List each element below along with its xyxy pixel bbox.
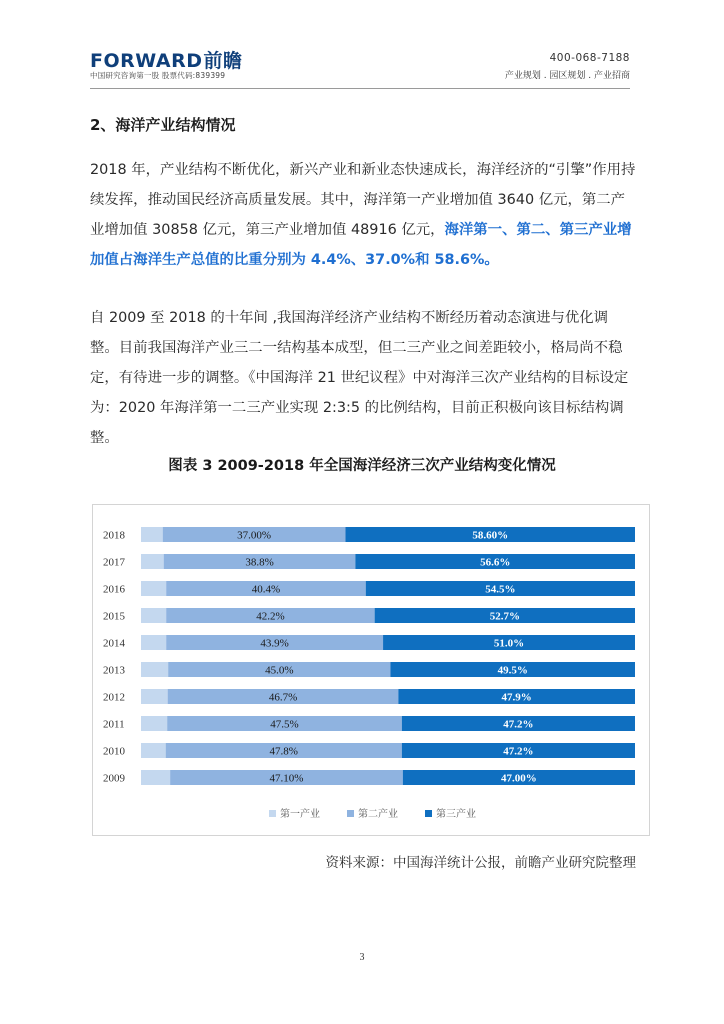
figure-title: 图表 3 2009-2018 年全国海洋经济三次产业结构变化情况 (168, 458, 556, 474)
y-tick-label: 2010 (103, 745, 125, 758)
y-tick-label: 2017 (103, 556, 125, 569)
y-tick-label: 2014 (103, 637, 125, 650)
services-text: 产业规划 . 园区规划 . 产业招商 (504, 71, 630, 81)
data-label: 46.7% (268, 691, 298, 704)
paragraph-1 (90, 155, 636, 275)
logo-cn: 前瞻 (203, 50, 243, 72)
data-label: 47.10% (269, 772, 304, 785)
bar-segment (141, 581, 166, 596)
data-label: 47.9% (501, 691, 532, 704)
y-tick-label: 2011 (103, 718, 125, 731)
bar-segment (141, 689, 168, 704)
section-title: 2、海洋产业结构情况 (90, 116, 236, 134)
data-label: 37.00% (237, 529, 272, 542)
legend-swatch (425, 810, 432, 817)
bar-segment (141, 770, 170, 785)
page-header (90, 46, 630, 86)
paragraph-1-highlight: 海洋第一、第二、第三产业增加值占海洋生产总值的比重分别为 4.4%、37.0%和 58.6%。 (90, 222, 632, 268)
bar-segment (141, 635, 166, 650)
data-label: 43.9% (260, 637, 289, 650)
legend-swatch (269, 810, 276, 817)
bar-segment (141, 554, 164, 569)
data-label: 47.5% (270, 718, 299, 731)
paragraph-2: 自 2009 至 2018 的十年间 ,我国海洋经济产业结构不断经历着动态演进与优化调整。目前我国海洋产业三二一结构基本成型，但二三产业之间差距较小，格局尚不稳定，有待进一步的调整。《中国海洋 21 世纪议程》中对海洋三次产业结构的目标设定为：2020 年海洋第一二三产业实现 2:3:5 的比例结构，目前正积极向该目标结构调整。 (90, 310, 629, 446)
logo-brand: FORWARD (90, 50, 203, 72)
data-label: 45.0% (265, 664, 294, 677)
data-label: 49.5% (497, 664, 528, 677)
y-tick-label: 2016 (103, 583, 125, 596)
header-divider (90, 88, 630, 89)
page-number: 3 (359, 952, 365, 963)
y-tick-label: 2009 (103, 772, 125, 785)
bar-segment (141, 743, 166, 758)
data-label: 47.2% (503, 718, 534, 731)
data-label: 47.00% (501, 772, 537, 785)
data-label: 38.8% (245, 556, 274, 569)
legend-label: 第一产业 (280, 809, 320, 820)
legend-swatch (347, 810, 354, 817)
data-label: 56.6% (480, 556, 511, 569)
forward-logo (90, 46, 243, 73)
y-tick-label: 2018 (103, 529, 125, 542)
data-label: 54.5% (485, 583, 516, 596)
legend-label: 第二产业 (358, 809, 398, 820)
bar-segment (141, 716, 167, 731)
y-tick-label: 2012 (103, 691, 125, 704)
bar-segment (141, 608, 166, 623)
bar-segment (141, 527, 163, 542)
data-label: 52.7% (489, 610, 520, 623)
phone-number: 400-068-7188 (549, 52, 630, 64)
logo-tagline: 中国研究咨询第一股 股票代码:839399 (90, 71, 226, 80)
paragraph-1-text: 2018 年，产业结构不断优化，新兴产业和新业态快速成长，海洋经济的“引擎”作用持续发挥，推动国民经济高质量发展。其中，海洋第一产业增加值 3640 亿元，第二产业增加值 30858 亿元，第三产业增加值 48916 亿元， (90, 162, 636, 238)
data-label: 58.60% (472, 529, 509, 542)
chart-frame (92, 504, 650, 836)
data-label: 42.2% (256, 610, 285, 623)
stacked-bar-chart (93, 505, 649, 835)
source-note: 资料来源：中国海洋统计公报，前瞻产业研究院整理 (325, 855, 636, 871)
y-tick-label: 2013 (103, 664, 125, 677)
bar-segment (141, 662, 168, 677)
data-label: 47.2% (503, 745, 534, 758)
data-label: 40.4% (251, 583, 281, 596)
data-label: 47.8% (269, 745, 298, 758)
data-label: 51.0% (493, 637, 525, 650)
y-tick-label: 2015 (103, 610, 125, 623)
legend-label: 第三产业 (436, 809, 476, 820)
